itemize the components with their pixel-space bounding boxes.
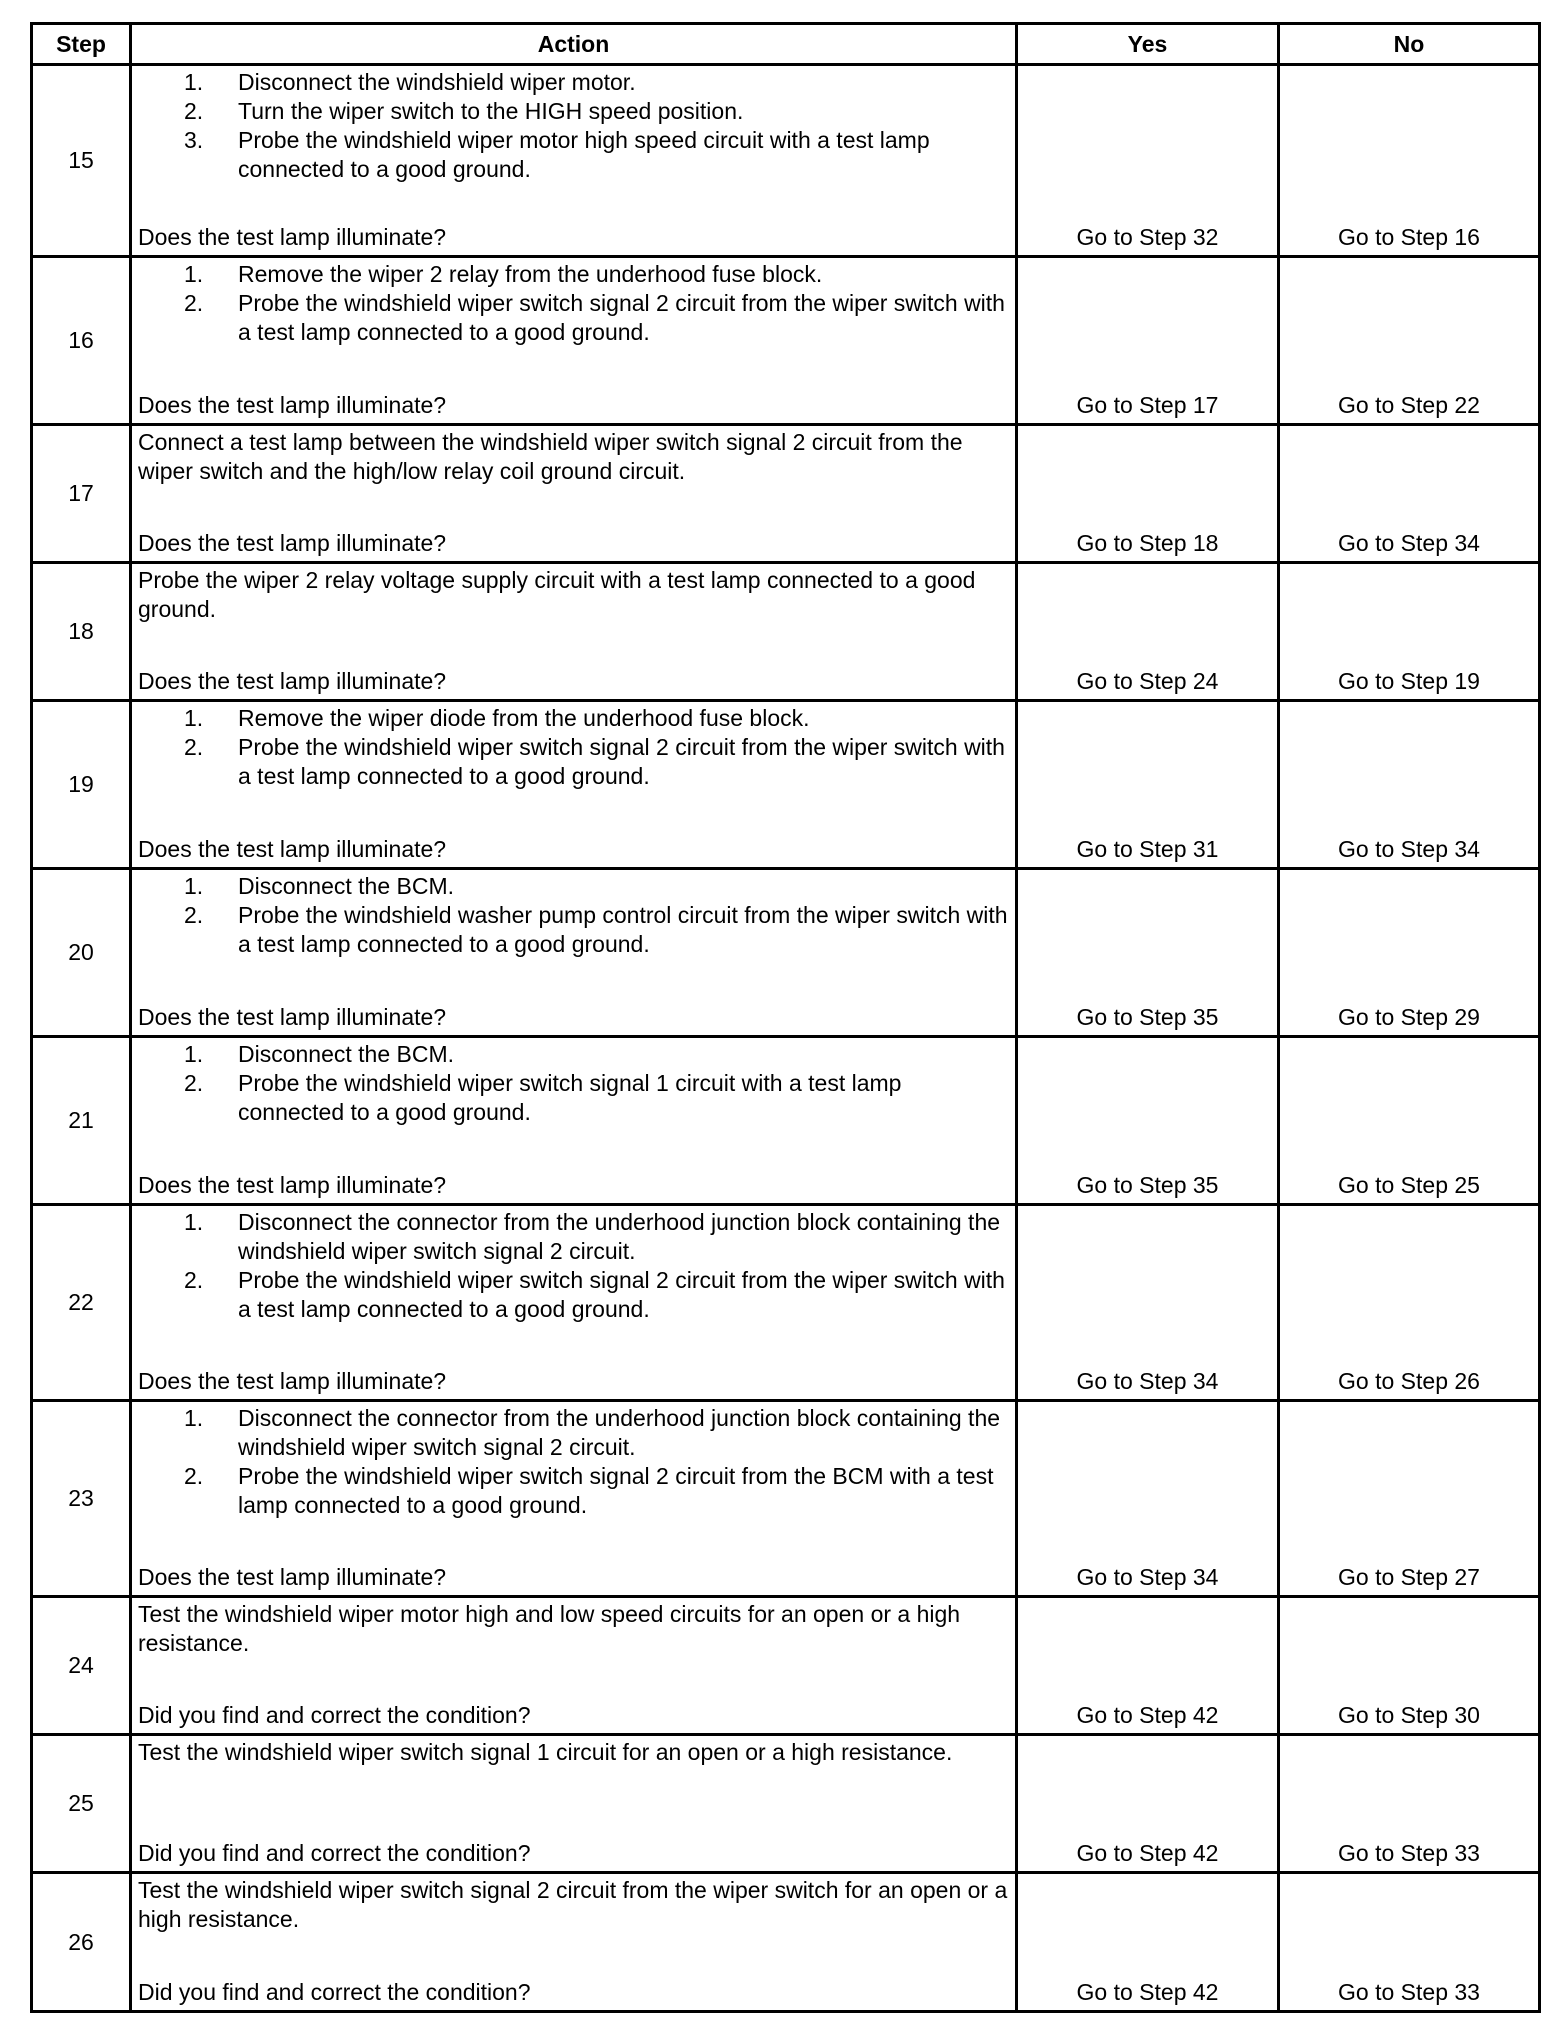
list-item-text: Probe the windshield wiper switch signal 2 circuit from the wiper switch with a test lamp connected to a good ground.: [238, 290, 1005, 345]
action-cell: [131, 1401, 1017, 1597]
table-row: [32, 65, 1540, 257]
step-number: 20: [32, 869, 131, 1037]
no-cell: Go to Step 16: [1279, 65, 1540, 257]
yes-cell: Go to Step 17: [1017, 257, 1279, 425]
step-number: 18: [32, 563, 131, 701]
list-item-text: Probe the windshield wiper motor high speed circuit with a test lamp connected to a good ground.: [238, 127, 930, 182]
list-item-text: Disconnect the BCM.: [238, 1041, 455, 1067]
header-action: Action: [131, 24, 1017, 65]
list-item: [138, 1462, 1009, 1520]
action-question: Does the test lamp illuminate?: [138, 1172, 447, 1198]
no-cell: Go to Step 34: [1279, 701, 1540, 869]
diagnostic-table-page: [30, 22, 1538, 2013]
step-number: 24: [32, 1597, 131, 1735]
list-item-text: Disconnect the windshield wiper motor.: [238, 69, 636, 95]
no-cell: Go to Step 27: [1279, 1401, 1540, 1597]
yes-cell: Go to Step 34: [1017, 1401, 1279, 1597]
action-cell: [131, 425, 1017, 563]
list-item-text: Probe the windshield washer pump control circuit from the wiper switch with a test lamp connected to a good ground.: [238, 902, 1008, 957]
action-question: Does the test lamp illuminate?: [138, 224, 447, 250]
list-item-text: Remove the wiper diode from the underhood fuse block.: [238, 705, 810, 731]
list-item-number: 1.: [184, 873, 204, 899]
action-cell: [131, 65, 1017, 257]
action-text: Test the windshield wiper switch signal 2 circuit from the wiper switch for an open or a high resistance.: [138, 1877, 1008, 1932]
action-cell: [131, 1873, 1017, 2012]
list-item-text: Probe the windshield wiper switch signal 2 circuit from the wiper switch with a test lamp connected to a good ground.: [238, 734, 1005, 789]
table-row: [32, 257, 1540, 425]
action-text: Probe the wiper 2 relay voltage supply circuit with a test lamp connected to a good ground.: [138, 567, 976, 622]
list-item-number: 1.: [184, 261, 204, 287]
yes-cell: Go to Step 42: [1017, 1735, 1279, 1873]
step-number: 21: [32, 1037, 131, 1205]
action-cell: [131, 1037, 1017, 1205]
step-number: 16: [32, 257, 131, 425]
action-steps-list: [138, 704, 1009, 791]
yes-cell: Go to Step 35: [1017, 869, 1279, 1037]
table-row: [32, 1037, 1540, 1205]
action-cell: [131, 1597, 1017, 1735]
list-item-text: Probe the windshield wiper switch signal 1 circuit with a test lamp connected to a good ground.: [238, 1070, 902, 1125]
action-text: Test the windshield wiper switch signal 1 circuit for an open or a high resistance.: [138, 1739, 953, 1765]
step-number: 17: [32, 425, 131, 563]
no-cell: Go to Step 34: [1279, 425, 1540, 563]
list-item: [138, 704, 1009, 733]
action-question: Does the test lamp illuminate?: [138, 530, 447, 556]
no-cell: Go to Step 19: [1279, 563, 1540, 701]
table-row: [32, 1205, 1540, 1401]
action-steps-list: [138, 260, 1009, 347]
list-item-number: 1.: [184, 705, 204, 731]
action-question: Does the test lamp illuminate?: [138, 1004, 447, 1030]
action-question: Does the test lamp illuminate?: [138, 1368, 447, 1394]
list-item: [138, 872, 1009, 901]
no-cell: Go to Step 22: [1279, 257, 1540, 425]
table-row: [32, 1597, 1540, 1735]
yes-cell: Go to Step 24: [1017, 563, 1279, 701]
step-number: 26: [32, 1873, 131, 2012]
table-row: [32, 701, 1540, 869]
action-cell: [131, 1735, 1017, 1873]
table-row: [32, 1873, 1540, 2012]
step-number: 19: [32, 701, 131, 869]
yes-cell: Go to Step 32: [1017, 65, 1279, 257]
list-item: [138, 97, 1009, 126]
action-text: Connect a test lamp between the windshield wiper switch signal 2 circuit from the wiper switch and the high/low relay coil ground circuit.: [138, 429, 963, 484]
no-cell: Go to Step 30: [1279, 1597, 1540, 1735]
list-item-number: 2.: [184, 734, 204, 760]
action-question: Does the test lamp illuminate?: [138, 668, 447, 694]
diagnostic-table: [30, 22, 1541, 2013]
list-item: [138, 1069, 1009, 1127]
yes-cell: Go to Step 31: [1017, 701, 1279, 869]
action-steps-list: [138, 1208, 1009, 1324]
no-cell: Go to Step 29: [1279, 869, 1540, 1037]
action-steps-list: [138, 1404, 1009, 1520]
list-item-number: 1.: [184, 1209, 204, 1235]
no-cell: Go to Step 33: [1279, 1735, 1540, 1873]
list-item: [138, 68, 1009, 97]
table-row: [32, 869, 1540, 1037]
action-steps-list: [138, 68, 1009, 184]
list-item-number: 2.: [184, 1267, 204, 1293]
header-no: No: [1279, 24, 1540, 65]
list-item: [138, 1404, 1009, 1462]
list-item-text: Remove the wiper 2 relay from the underhood fuse block.: [238, 261, 823, 287]
step-number: 25: [32, 1735, 131, 1873]
list-item: [138, 260, 1009, 289]
header-row: [32, 24, 1540, 65]
action-question: Does the test lamp illuminate?: [138, 392, 447, 418]
list-item: [138, 1208, 1009, 1266]
yes-cell: Go to Step 34: [1017, 1205, 1279, 1401]
list-item-number: 1.: [184, 1405, 204, 1431]
action-cell: [131, 563, 1017, 701]
no-cell: Go to Step 26: [1279, 1205, 1540, 1401]
table-row: [32, 563, 1540, 701]
list-item-text: Disconnect the connector from the underhood junction block containing the windshield wiper switch signal 2 circuit.: [238, 1405, 1001, 1460]
no-cell: Go to Step 33: [1279, 1873, 1540, 2012]
header-yes: Yes: [1017, 24, 1279, 65]
list-item-number: 1.: [184, 1041, 204, 1067]
no-cell: Go to Step 25: [1279, 1037, 1540, 1205]
header-step: Step: [32, 24, 131, 65]
list-item: [138, 126, 1009, 184]
list-item-number: 3.: [184, 127, 204, 153]
list-item-text: Disconnect the connector from the underhood junction block containing the windshield wiper switch signal 2 circuit.: [238, 1209, 1001, 1264]
yes-cell: Go to Step 42: [1017, 1597, 1279, 1735]
yes-cell: Go to Step 18: [1017, 425, 1279, 563]
list-item-text: Probe the windshield wiper switch signal 2 circuit from the wiper switch with a test lamp connected to a good ground.: [238, 1267, 1005, 1322]
action-text: Test the windshield wiper motor high and low speed circuits for an open or a high resistance.: [138, 1601, 961, 1656]
list-item-number: 1.: [184, 69, 204, 95]
action-question: Did you find and correct the condition?: [138, 1840, 531, 1866]
action-question: Did you find and correct the condition?: [138, 1979, 531, 2005]
list-item-number: 2.: [184, 902, 204, 928]
list-item-number: 2.: [184, 1070, 204, 1096]
action-cell: [131, 1205, 1017, 1401]
list-item: [138, 1040, 1009, 1069]
list-item: [138, 289, 1009, 347]
table-row: [32, 1401, 1540, 1597]
list-item: [138, 733, 1009, 791]
action-question: Did you find and correct the condition?: [138, 1702, 531, 1728]
table-row: [32, 1735, 1540, 1873]
list-item-number: 2.: [184, 1463, 204, 1489]
action-cell: [131, 869, 1017, 1037]
action-question: Does the test lamp illuminate?: [138, 836, 447, 862]
step-number: 23: [32, 1401, 131, 1597]
list-item: [138, 901, 1009, 959]
action-cell: [131, 257, 1017, 425]
action-question: Does the test lamp illuminate?: [138, 1564, 447, 1590]
list-item-text: Probe the windshield wiper switch signal 2 circuit from the BCM with a test lamp connected to a good ground.: [238, 1463, 994, 1518]
action-cell: [131, 701, 1017, 869]
yes-cell: Go to Step 42: [1017, 1873, 1279, 2012]
list-item-text: Disconnect the BCM.: [238, 873, 455, 899]
list-item-number: 2.: [184, 290, 204, 316]
action-steps-list: [138, 1040, 1009, 1127]
list-item-number: 2.: [184, 98, 204, 124]
step-number: 15: [32, 65, 131, 257]
table-row: [32, 425, 1540, 563]
list-item-text: Turn the wiper switch to the HIGH speed position.: [238, 98, 744, 124]
yes-cell: Go to Step 35: [1017, 1037, 1279, 1205]
step-number: 22: [32, 1205, 131, 1401]
action-steps-list: [138, 872, 1009, 959]
list-item: [138, 1266, 1009, 1324]
